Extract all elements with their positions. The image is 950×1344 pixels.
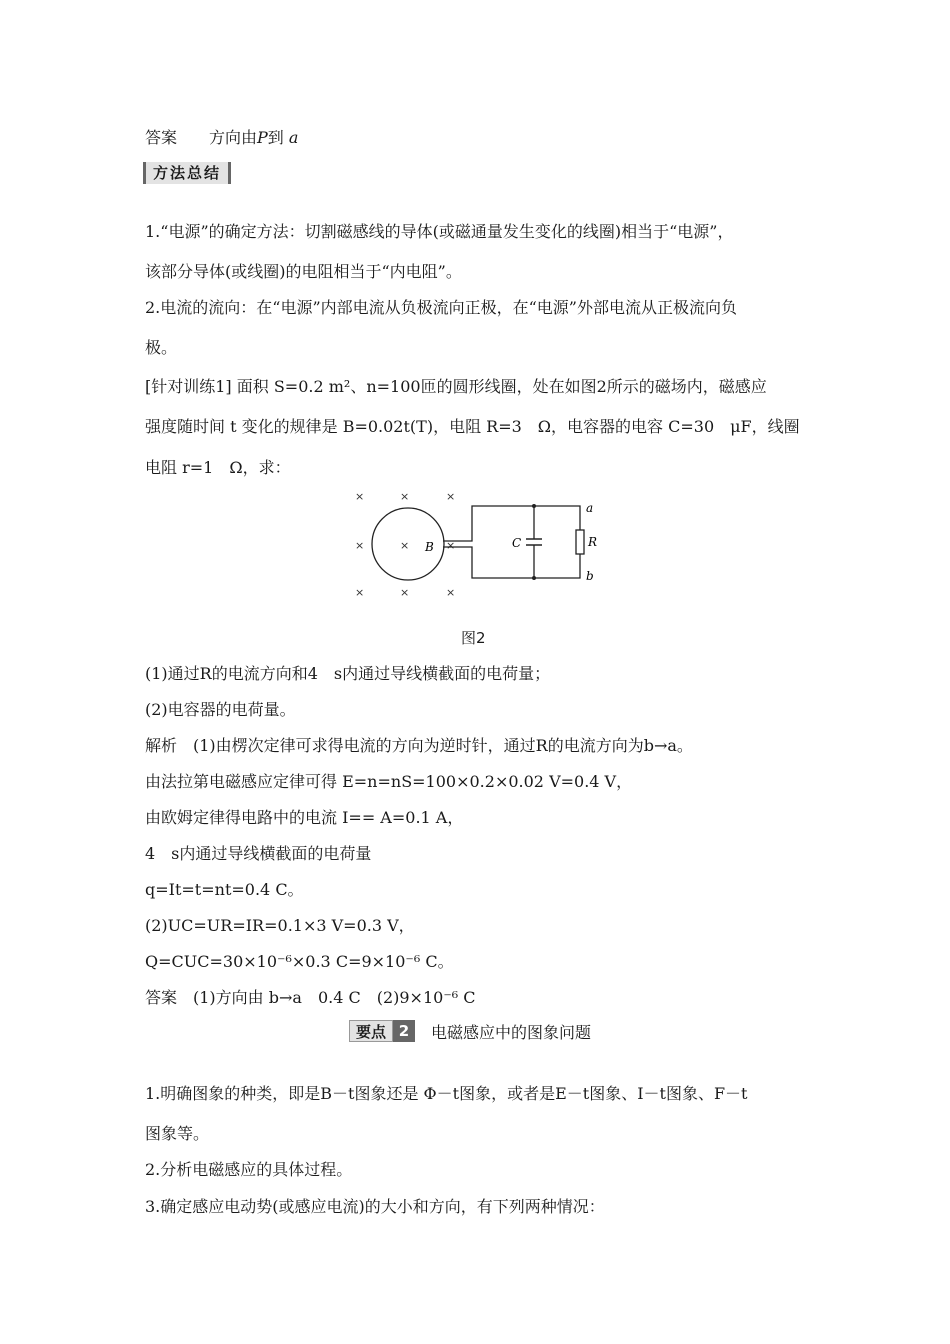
- field-x: ×: [446, 586, 456, 599]
- label-a: a: [586, 501, 594, 515]
- solution-line-5: q=It=t=nt=0.4 C。: [145, 880, 304, 899]
- answer-line-2: 答案 (1)方向由 b→a 0.4 C (2)9×10⁻⁶ C: [145, 988, 476, 1007]
- magnetic-field-markers: [355, 490, 455, 599]
- question-1: (1)通过R的电流方向和4 s内通过导线横截面的电荷量；: [145, 664, 551, 683]
- point-line-2: 2.分析电磁感应的具体过程。: [145, 1160, 353, 1179]
- point-line-3: 3.确定感应电动势(或感应电流)的大小和方向，有下列两种情况：: [145, 1197, 605, 1216]
- solution-line-2: 由法拉第电磁感应定律可得 E=n=nS=100×0.2×0.02 V=0.4 V，: [145, 772, 633, 791]
- solution-line-7: Q=CUC=30×10⁻⁶×0.3 C=9×10⁻⁶ C。: [145, 952, 454, 971]
- circuit-diagram: [340, 488, 610, 608]
- junction-bottom: [532, 576, 536, 580]
- field-x: ×: [400, 490, 410, 503]
- junction-top: [532, 504, 536, 508]
- training-line-1: [针对训练1] 面积 S=0.2 m²、n=100匝的圆形线圈，处在如图2所示的磁场内，磁感应: [145, 377, 767, 396]
- field-x: ×: [355, 539, 365, 552]
- key-point-title: 电磁感应中的图象问题: [431, 1022, 592, 1042]
- label-B: B: [425, 540, 434, 554]
- key-point-number: 2: [393, 1020, 415, 1042]
- training-line-2: 强度随时间 t 变化的规律是 B=0.02t(T)，电阻 R=3 Ω，电容器的电容 C=30 μF，线圈: [145, 417, 800, 436]
- field-x: ×: [400, 586, 410, 599]
- solution-line-6: (2)UC=UR=IR=0.1×3 V=0.3 V，: [145, 916, 415, 935]
- training-line-3: 电阻 r=1 Ω，求：: [145, 458, 291, 477]
- figure-caption: 图2: [461, 629, 486, 647]
- key-point-label: 要点: [349, 1020, 393, 1042]
- point-line-1b: 图象等。: [145, 1124, 210, 1143]
- answer-to: 到: [267, 128, 284, 147]
- solution-line-4: 4 s内通过导线横截面的电荷量: [145, 844, 372, 863]
- method-summary-badge: 方法总结: [143, 162, 231, 184]
- method-line-1b: 该部分导体(或线圈)的电阻相当于“内电阻”。: [145, 262, 462, 281]
- solution-line-1: 解析 (1)由楞次定律可求得电流的方向为逆时针，通过R的电流方向为b→a。: [145, 736, 693, 755]
- answer-P: P: [257, 128, 268, 147]
- answer-prefix: 答案 方向由: [145, 128, 258, 147]
- field-x: ×: [446, 539, 456, 552]
- method-line-1a: 1.“电源”的确定方法：切割磁感线的导体(或磁通量发生变化的线圈)相当于“电源”，: [145, 222, 734, 241]
- resistor: [576, 530, 584, 554]
- field-x: ×: [400, 539, 410, 552]
- label-b: b: [586, 569, 594, 583]
- method-line-2a: 2.电流的流向：在“电源”内部电流从负极流向正极，在“电源”外部电流从正极流向负: [145, 298, 737, 317]
- point-line-1a: 1.明确图象的种类，即是B－t图象还是 Φ－t图象，或者是E－t图象、I－t图象、F－t: [145, 1084, 748, 1103]
- label-R: R: [588, 535, 598, 549]
- method-line-2b: 极。: [145, 338, 178, 357]
- answer-line-1: [145, 128, 298, 148]
- answer-a: a: [288, 128, 299, 147]
- field-x: ×: [355, 586, 365, 599]
- field-x: ×: [355, 490, 365, 503]
- label-C: C: [512, 536, 522, 550]
- field-x: ×: [446, 490, 456, 503]
- solution-line-3: 由欧姆定律得电路中的电流 I== A=0.1 A，: [145, 808, 464, 827]
- question-2: (2)电容器的电荷量。: [145, 700, 296, 719]
- key-point-header: [349, 1020, 591, 1042]
